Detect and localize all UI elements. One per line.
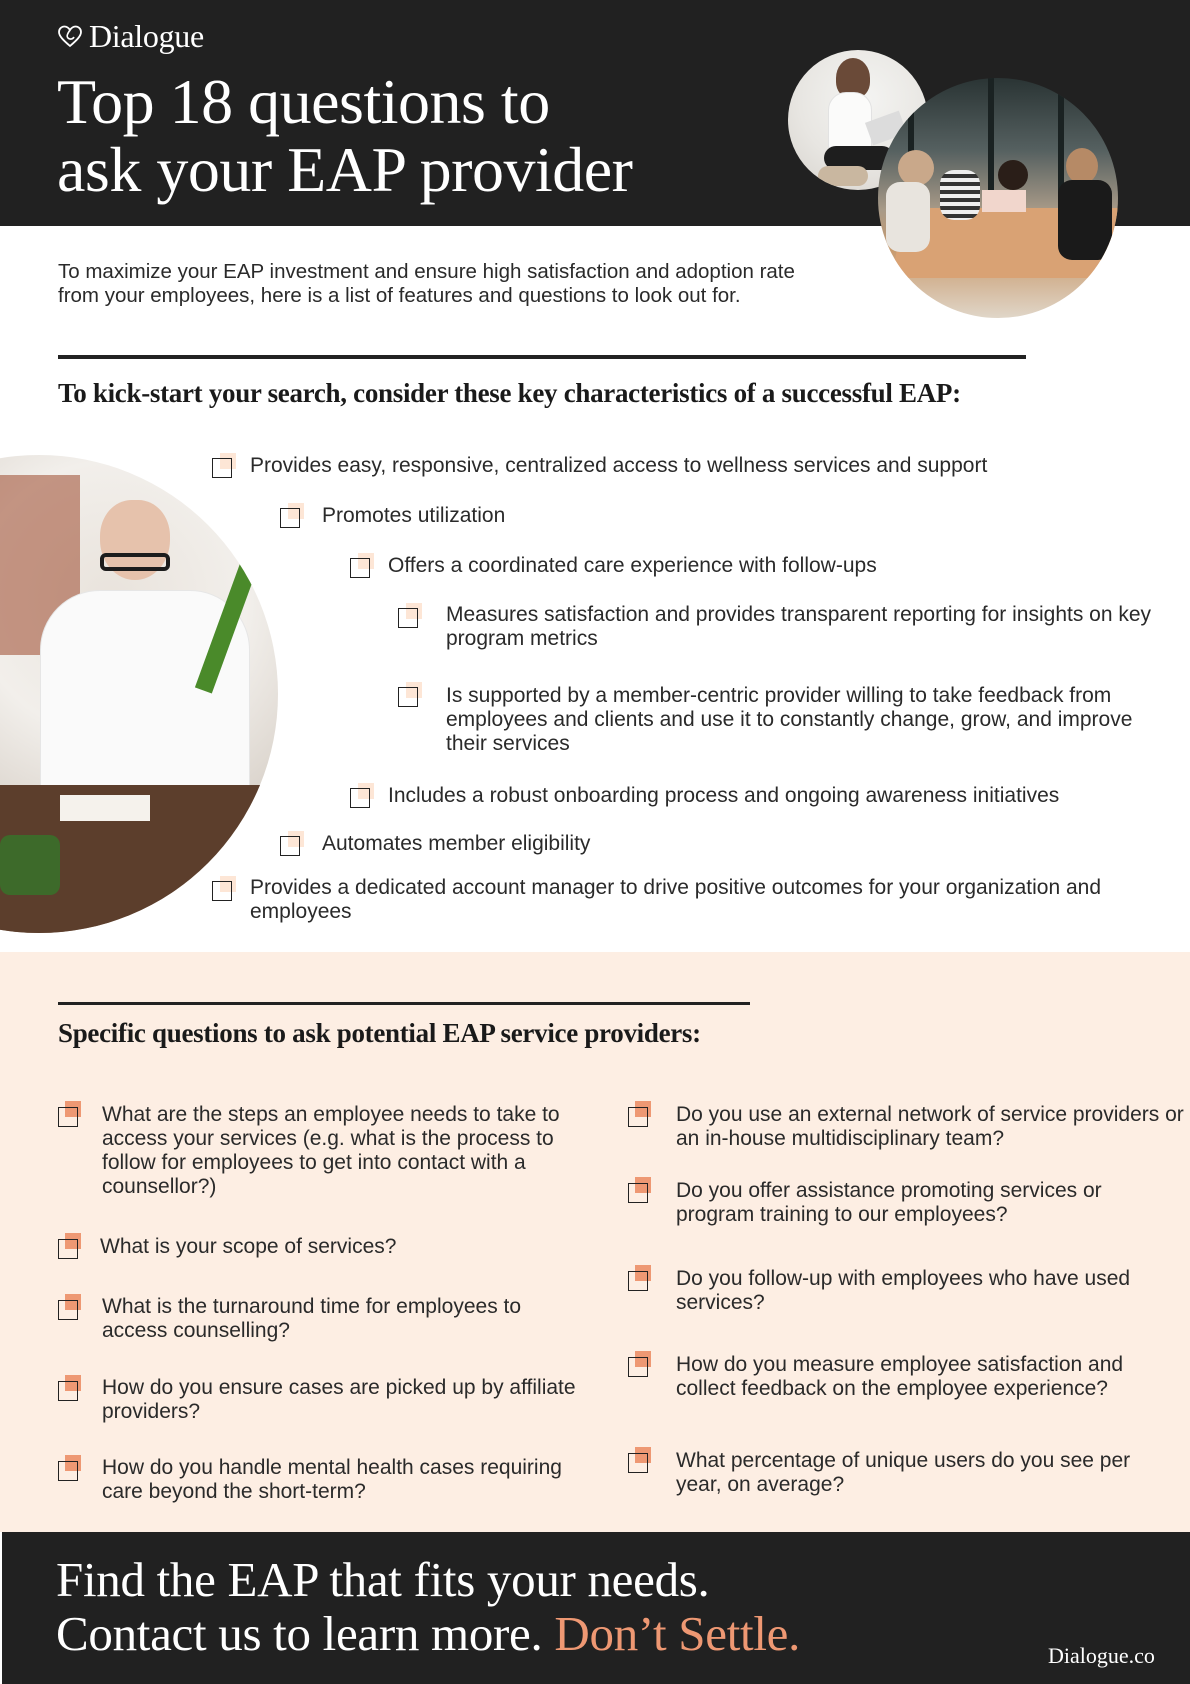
checkbox-box xyxy=(350,558,370,578)
checkbox-box xyxy=(398,687,418,707)
checkbox-box xyxy=(58,1461,78,1481)
question-item: Do you use an external network of service providers or an in-house multidisciplinary team? xyxy=(676,1103,1184,1150)
checkbox-box xyxy=(58,1381,78,1401)
checkbox-box xyxy=(58,1300,78,1320)
checkbox[interactable] xyxy=(58,1461,78,1481)
checkbox-box xyxy=(398,608,418,628)
checkbox[interactable] xyxy=(350,558,370,578)
checkbox-box xyxy=(628,1107,648,1127)
checkbox-box xyxy=(212,458,232,478)
question-item: Do you follow-up with employees who have used services? xyxy=(676,1267,1131,1314)
checkbox[interactable] xyxy=(398,608,418,628)
divider xyxy=(58,1002,750,1005)
checkbox-box xyxy=(628,1271,648,1291)
checkbox[interactable] xyxy=(280,836,300,856)
characteristic-item: Is supported by a member-centric provider willing to take feedback from employees and clients and use it to constantly change, grow, and improve their services xyxy=(446,684,1133,755)
checkbox[interactable] xyxy=(398,687,418,707)
checkbox[interactable] xyxy=(212,458,232,478)
checkbox-box xyxy=(58,1107,78,1127)
intro-line-1: To maximize your EAP investment and ensure high satisfaction and adoption rate xyxy=(58,260,795,283)
characteristics-heading: To kick-start your search, consider these key characteristics of a successful EAP: xyxy=(58,378,961,408)
checkbox[interactable] xyxy=(280,508,300,528)
page-title-line-1: Top 18 questions to xyxy=(57,66,550,137)
checkbox[interactable] xyxy=(628,1183,648,1203)
characteristic-item: Provides easy, responsive, centralized access to wellness services and support xyxy=(250,454,988,477)
divider xyxy=(58,355,1026,359)
footer-cta-text: Contact us to learn more. xyxy=(56,1606,555,1661)
characteristic-item: Automates member eligibility xyxy=(322,832,591,855)
question-item: What are the steps an employee needs to take to access your services (e.g. what is the process to follow for employees to get into contact with a counsellor?) xyxy=(102,1103,560,1198)
characteristic-item: Promotes utilization xyxy=(322,504,506,527)
brand-logo[interactable] xyxy=(57,18,204,55)
team-meeting-photo xyxy=(878,78,1118,318)
checkbox[interactable] xyxy=(58,1300,78,1320)
characteristic-item: Offers a coordinated care experience with follow-ups xyxy=(388,554,877,577)
checkbox[interactable] xyxy=(58,1239,78,1259)
heart-outline-icon xyxy=(57,24,83,50)
characteristic-item: Provides a dedicated account manager to drive positive outcomes for your organization and employees xyxy=(250,876,1101,923)
question-item: How do you measure employee satisfaction and collect feedback on the employee experience? xyxy=(676,1353,1124,1400)
man-in-white-shirt-photo xyxy=(0,455,278,933)
dont-settle-tagline: Don’t Settle. xyxy=(554,1606,801,1661)
page-title xyxy=(57,68,777,204)
checkbox-box xyxy=(280,836,300,856)
question-item: How do you ensure cases are picked up by affiliate providers? xyxy=(102,1376,576,1423)
checkbox[interactable] xyxy=(212,881,232,901)
checkbox[interactable] xyxy=(628,1271,648,1291)
checkbox[interactable] xyxy=(58,1381,78,1401)
checkbox[interactable] xyxy=(350,788,370,808)
brand-name: Dialogue xyxy=(89,18,204,54)
intro-line-2: from your employees, here is a list of features and questions to look out for. xyxy=(58,284,741,307)
website-link[interactable]: Dialogue.co xyxy=(1048,1643,1155,1668)
checkbox-box xyxy=(58,1239,78,1259)
checkbox-box xyxy=(628,1357,648,1377)
intro-paragraph xyxy=(58,260,858,308)
question-item: How do you handle mental health cases requiring care beyond the short-term? xyxy=(102,1456,562,1503)
checkbox[interactable] xyxy=(58,1107,78,1127)
checkbox-box xyxy=(280,508,300,528)
question-item: Do you offer assistance promoting services or program training to our employees? xyxy=(676,1179,1102,1226)
checkbox-box xyxy=(350,788,370,808)
checkbox[interactable] xyxy=(628,1357,648,1377)
checkbox[interactable] xyxy=(628,1453,648,1473)
checkbox-box xyxy=(628,1183,648,1203)
question-item: What is the turnaround time for employees to access counselling? xyxy=(102,1295,522,1342)
page-title-line-2: ask your EAP provider xyxy=(57,134,633,205)
characteristic-item: Measures satisfaction and provides transparent reporting for insights on key program metrics xyxy=(446,603,1152,650)
question-item: What percentage of unique users do you see per year, on average? xyxy=(676,1449,1131,1496)
footer-cta-line-1: Find the EAP that fits your needs. xyxy=(56,1552,710,1607)
questions-heading: Specific questions to ask potential EAP service providers: xyxy=(58,1018,701,1048)
footer-cta-line-2 xyxy=(56,1607,800,1661)
checkbox[interactable] xyxy=(628,1107,648,1127)
checkbox-box xyxy=(628,1453,648,1473)
question-item: What is your scope of services? xyxy=(100,1235,397,1258)
characteristic-item: Includes a robust onboarding process and ongoing awareness initiatives xyxy=(388,784,1060,807)
checkbox-box xyxy=(212,881,232,901)
